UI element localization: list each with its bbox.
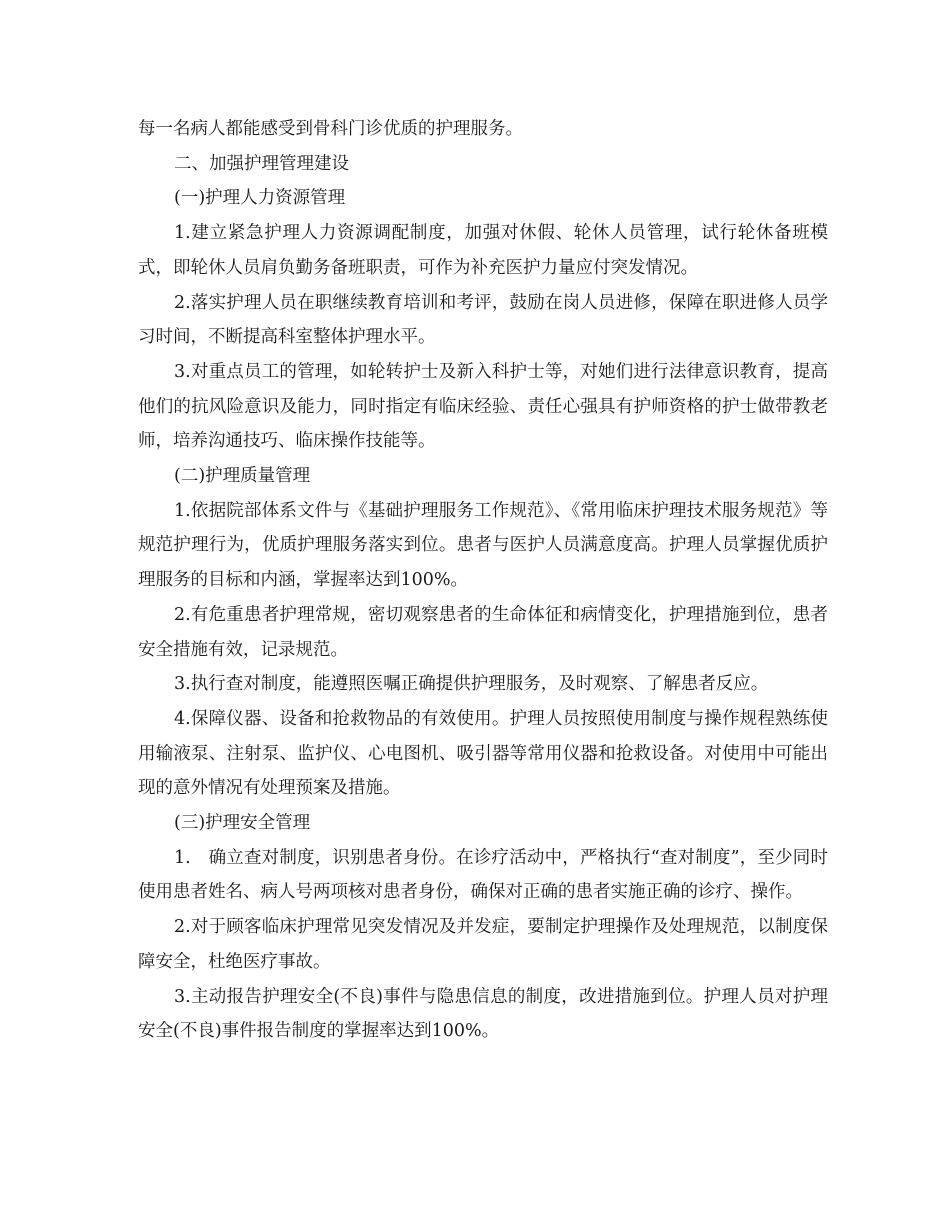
paragraph-hr-3: 3.对重点员工的管理，如轮转护士及新入科护士等，对她们进行法律意识教育，提高他们的抗风险意识及能力，同时指定有临床经验、责任心强具有护师资格的护士做带教老师，培养沟通技巧、临床操作技能等。 [138,361,828,452]
section-heading-2: 二、加强护理管理建设 [174,153,349,174]
paragraph-safety-2: 2.对于顾客临床护理常见突发情况及并发症，要制定护理操作及处理规范，以制度保障安全，杜绝医疗事故。 [138,917,828,972]
paragraph-hr-2: 2.落实护理人员在职继续教育培训和考评，鼓励在岗人员进修，保障在职进修人员学习时间，不断提高科室整体护理水平。 [138,292,828,348]
subsection-heading-safety: (三)护理安全管理 [174,813,311,834]
paragraph-continuation: 每一名病人都能感受到骨科门诊优质的护理服务。 [138,119,523,139]
paragraph-safety-3: 3.主动报告护理安全(不良)事件与隐患信息的制度，改进措施到位。护理人员对护理安全(不良)事件报告制度的掌握率达到100%。 [138,986,828,1042]
subsection-heading-hr: (一)护理人力资源管理 [174,188,346,209]
paragraph-quality-3: 3.执行查对制度，能遵照医嘱正确提供护理服务，及时观察、了解患者反应。 [174,674,769,695]
paragraph-quality-2: 2.有危重患者护理常规，密切观察患者的生命体征和病情变化，护理措施到位，患者安全措施有效，记录规范。 [138,604,828,660]
paragraph-safety-1: 1. 确立查对制度，识别患者身份。在诊疗活动中，严格执行“查对制度”，至少同时使用患者姓名、病人号两项核对患者身份，确保对正确的患者实施正确的诊疗、操作。 [138,847,828,903]
paragraph-quality-4: 4.保障仪器、设备和抢救物品的有效使用。护理人员按照使用制度与操作规程熟练使用输液泵、注射泵、监护仪、心电图机、吸引器等常用仪器和抢救设备。对使用中可能出现的意外情况有处理预案及措施。 [138,708,828,799]
paragraph-quality-1: 1.依据院部体系文件与《基础护理服务工作规范》、《常用临床护理技术服务规范》等规范护理行为，优质护理服务落实到位。患者与医护人员满意度高。护理人员掌握优质护理服务的目标和内涵，掌握率达到100%。 [138,500,828,591]
subsection-heading-quality: (二)护理质量管理 [174,466,311,487]
paragraph-hr-1: 1.建立紧急护理人力资源调配制度，加强对休假、轮休人员管理，试行轮休备班模式，即轮休人员肩负勤务备班职责，可作为补充医护力量应付突发情况。 [138,223,828,278]
document-body [138,112,828,1049]
